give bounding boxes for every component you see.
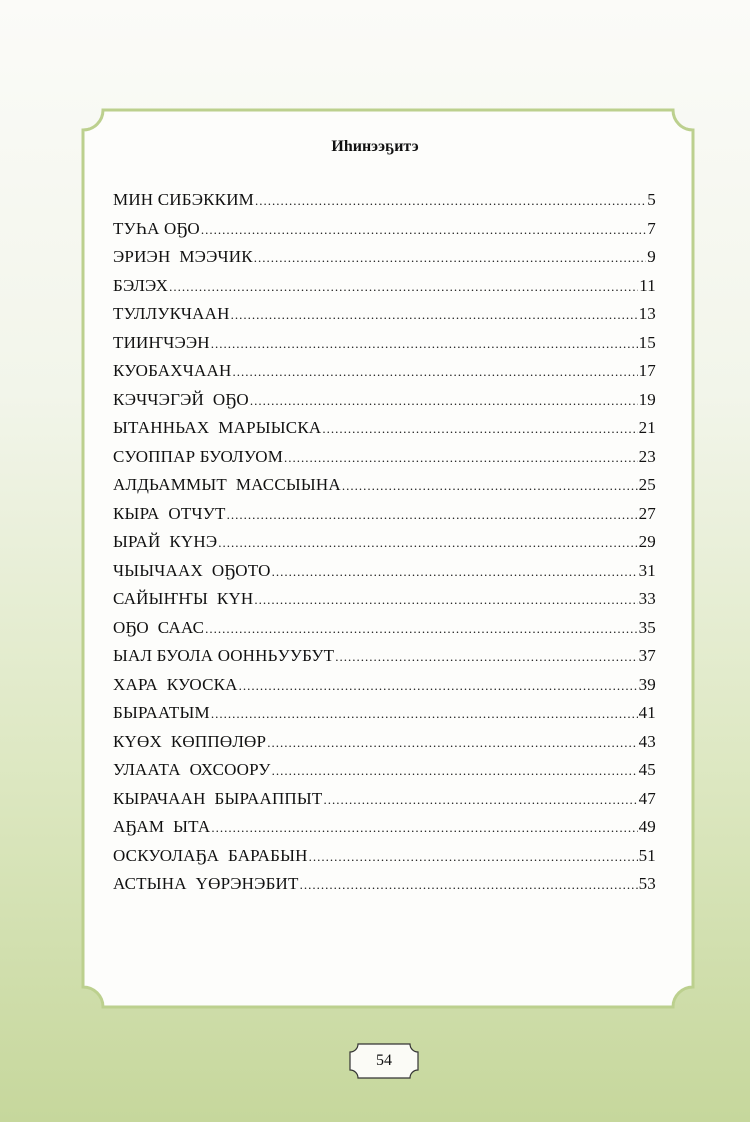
toc-entry-title: АСТЫНА ҮӨРЭНЭБИТ xyxy=(113,874,299,893)
toc-entry-title: ЫРАЙ КҮНЭ xyxy=(113,532,218,551)
dot-leader xyxy=(239,678,638,694)
toc-entry[interactable] xyxy=(113,504,656,533)
toc-entry-page: 17 xyxy=(638,361,656,380)
page-title: Иhинээҕитэ xyxy=(331,138,419,155)
dot-leader xyxy=(169,279,638,295)
toc-entry-page: 37 xyxy=(638,646,656,665)
toc-entry-title: АҔАМ ЫТА xyxy=(113,817,211,836)
toc-entry[interactable] xyxy=(113,532,656,561)
toc-entry[interactable] xyxy=(113,703,656,732)
toc-entry-title: ТИИҤЧЭЭН xyxy=(113,332,210,352)
toc-entry-title: БЫРААТЫМ xyxy=(113,703,210,722)
toc-entry-page: 35 xyxy=(638,617,656,637)
toc-entry-title: БЭЛЭХ xyxy=(113,275,169,295)
dot-leader xyxy=(211,820,637,836)
toc-entry-page: 13 xyxy=(638,304,656,323)
toc-entry-page: 7 xyxy=(647,218,656,238)
toc-entry-page: 41 xyxy=(638,703,656,722)
toc-entry-title: ОҔО СААС xyxy=(113,617,205,637)
toc-entry[interactable] xyxy=(113,276,656,305)
toc-entry[interactable] xyxy=(113,219,656,248)
toc-entry-page: 33 xyxy=(638,589,656,608)
toc-entry-page: 45 xyxy=(638,760,656,779)
toc-entry-page: 23 xyxy=(638,446,656,466)
dot-leader xyxy=(272,763,638,779)
toc-entry-title: ЫАЛ БУОЛА ООННЬУУБУТ xyxy=(113,646,335,665)
dot-leader xyxy=(231,307,638,323)
dot-leader xyxy=(255,193,646,209)
toc-entry-page: 21 xyxy=(638,418,656,437)
toc-entry[interactable] xyxy=(113,304,656,333)
toc-entry-page: 49 xyxy=(638,817,656,836)
toc-entry-title: ТУҺА ОҔО xyxy=(113,218,200,238)
dot-leader xyxy=(254,592,637,608)
toc-entry-title: УЛААТА ОХСООРУ xyxy=(113,760,271,779)
toc-entry-title: ТУЛЛУКЧААН xyxy=(113,304,230,323)
toc-entry-title: ЫТАННЬАХ МАРЫЫСКА xyxy=(113,418,322,437)
dot-leader xyxy=(218,535,637,551)
toc-entry-page: 19 xyxy=(638,389,656,409)
dot-leader xyxy=(267,735,637,751)
toc-entry[interactable] xyxy=(113,333,656,362)
toc-entry[interactable] xyxy=(113,589,656,618)
toc-entry[interactable] xyxy=(113,561,656,590)
dot-leader xyxy=(309,849,638,865)
dot-leader xyxy=(227,507,638,523)
toc-entry-page: 15 xyxy=(638,332,656,352)
dot-leader xyxy=(322,421,637,437)
toc-entry[interactable] xyxy=(113,646,656,675)
toc-entry[interactable] xyxy=(113,874,656,903)
toc-entry-page: 27 xyxy=(638,503,656,523)
toc-entry[interactable] xyxy=(113,190,656,219)
toc-entry-page: 39 xyxy=(638,674,656,694)
dot-leader xyxy=(205,621,637,637)
dot-leader xyxy=(300,877,638,893)
toc-entry-page: 53 xyxy=(638,874,656,893)
toc-entry-page: 25 xyxy=(638,475,656,494)
dot-leader xyxy=(254,250,647,266)
dot-leader xyxy=(201,222,646,238)
toc-entry[interactable] xyxy=(113,846,656,875)
toc-entry-page: 51 xyxy=(638,845,656,865)
toc-entry-title: МИН СИБЭККИМ xyxy=(113,190,254,209)
toc-entry[interactable] xyxy=(113,817,656,846)
toc-entry-title: ЧЫЫЧААХ ОҔОТО xyxy=(113,560,271,580)
toc-entry-title: КҮӨХ КӨППӨЛӨР xyxy=(113,731,267,751)
toc-entry-title: СУОППАР БУОЛУОМ xyxy=(113,446,284,466)
toc-entry-page: 31 xyxy=(638,560,656,580)
toc-entry-title: САЙЫҤҤЫ КҮН xyxy=(113,589,254,608)
toc-entry-title: КЫРАЧААН БЫРААППЫТ xyxy=(113,788,323,808)
toc-entry[interactable] xyxy=(113,361,656,390)
toc-entry[interactable] xyxy=(113,475,656,504)
toc-entry-title: ОСКУОЛАҔА БАРАБЫН xyxy=(113,845,308,865)
dot-leader xyxy=(324,792,638,808)
dot-leader xyxy=(272,564,638,580)
dot-leader xyxy=(284,450,638,466)
page-number: 54 xyxy=(376,1052,392,1069)
page-number-badge xyxy=(348,1042,420,1080)
toc-entry[interactable] xyxy=(113,447,656,476)
toc-entry-title: ЭРИЭН МЭЭЧИК xyxy=(113,247,253,266)
dot-leader xyxy=(342,478,638,494)
toc-entry-title: АЛДЬАММЫТ МАССЫЫНА xyxy=(113,475,341,494)
toc-entry[interactable] xyxy=(113,390,656,419)
toc-entry-page: 9 xyxy=(647,247,656,266)
dot-leader xyxy=(250,393,638,409)
toc-entry[interactable] xyxy=(113,418,656,447)
toc-entry-page: 29 xyxy=(638,532,656,551)
toc-entry[interactable] xyxy=(113,247,656,276)
toc-entry-page: 43 xyxy=(638,731,656,751)
toc-entry[interactable] xyxy=(113,789,656,818)
toc-entry-page: 5 xyxy=(647,190,656,209)
toc-entry[interactable] xyxy=(113,732,656,761)
dot-leader xyxy=(211,336,638,352)
toc-entry[interactable] xyxy=(113,675,656,704)
toc-entry-title: КУОБАХЧААН xyxy=(113,361,232,380)
toc-entry-title: КЭЧЧЭГЭЙ ОҔО xyxy=(113,389,249,409)
toc-entry-page: 11 xyxy=(639,275,656,295)
toc-entry-title: ХАРА КУОСКА xyxy=(113,674,238,694)
table-of-contents xyxy=(113,190,656,903)
toc-entry-page: 47 xyxy=(638,788,656,808)
dot-leader xyxy=(335,649,637,665)
toc-entry[interactable] xyxy=(113,760,656,789)
dot-leader xyxy=(232,364,637,380)
dot-leader xyxy=(211,706,638,722)
toc-entry[interactable] xyxy=(113,618,656,647)
toc-entry-title: КЫРА ОТЧУТ xyxy=(113,503,226,523)
